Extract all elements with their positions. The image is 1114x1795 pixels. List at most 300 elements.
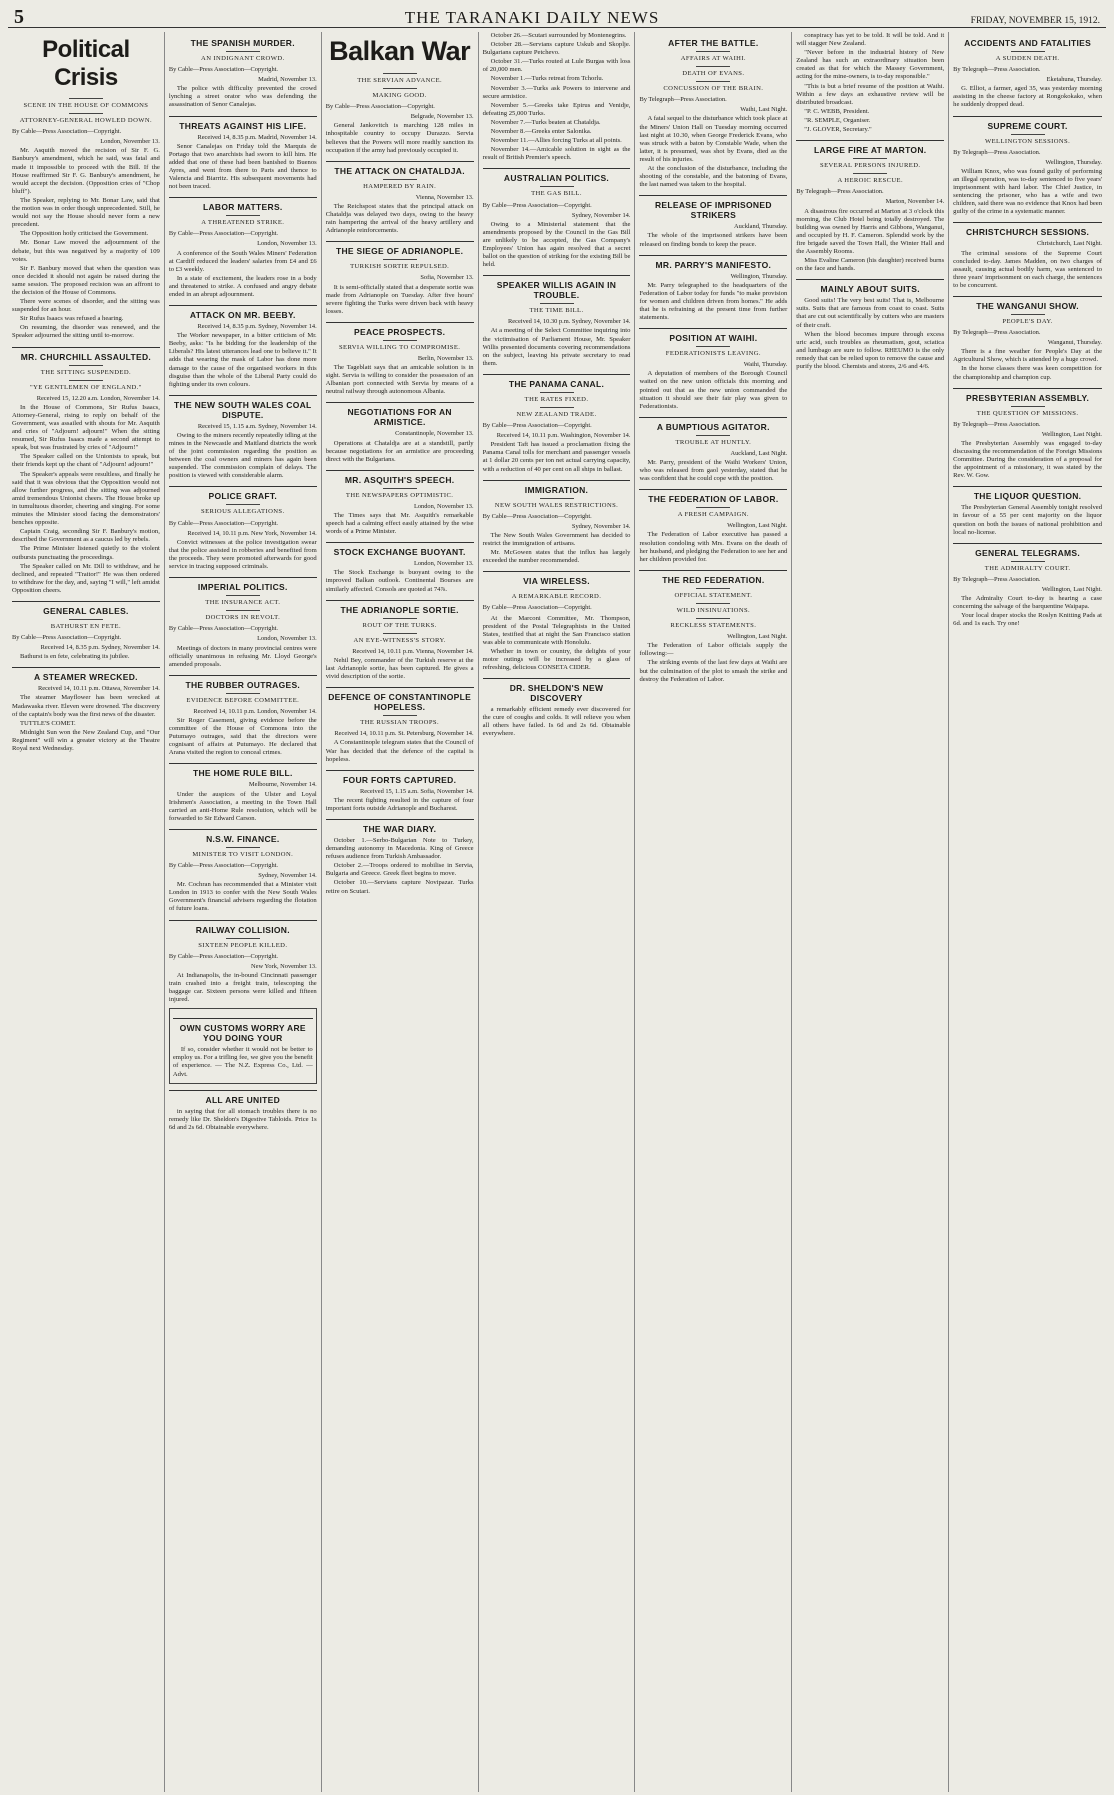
sub-headline: A SUDDEN DEATH.: [995, 55, 1060, 62]
article-headline: MR. PARRY'S MANIFESTO.: [639, 255, 787, 270]
rule-divider: [383, 88, 417, 89]
article-body: [483, 441, 631, 473]
rule-divider: [69, 619, 103, 620]
paragraph: Bathurst is en fete, celebrating its jubilee.: [20, 653, 130, 661]
article-headline: DR. SHELDON'S NEW DISCOVERY: [483, 678, 631, 703]
article-body: [953, 168, 1102, 217]
paragraph: On resuming, the disorder was renewed, and the Speaker adjourned the sitting until to-morrow.: [12, 324, 160, 340]
sub-headline: SERVIA WILLING TO COMPROMISE.: [338, 343, 461, 351]
rule-divider: [383, 340, 417, 341]
paragraph: October 31.—Turks routed at Lule Burgas with loss of 20,000 men.: [482, 58, 631, 74]
article-body: [169, 881, 317, 913]
article-headline: SUPREME COURT.: [953, 116, 1102, 131]
dateline: London, November 13.: [413, 560, 474, 568]
paragraph: November 1.—Turks retreat from Tchorlu.: [490, 75, 604, 83]
article-headline: GENERAL TELEGRAMS.: [953, 543, 1102, 558]
article-headline: THE SPANISH MURDER.: [190, 38, 295, 48]
article: [169, 1090, 317, 1132]
paragraph: President Taft has issued a proclamation fixing the Panama Canal tolls for merchant and passenger vessels at 1 dollar 20 cents per ton net actual carrying capacity, with a reduction of 40 per cent on all ships in ballast.: [482, 441, 631, 473]
sub-headline: BATHURST EN FETE.: [50, 622, 122, 630]
article: [639, 417, 787, 483]
rule-divider: [696, 507, 730, 508]
rule-divider: [226, 51, 260, 52]
paragraph: October 28.—Servians capture Uskub and Skoplje. Bulgarians capture Petchevo.: [482, 41, 631, 57]
article-headline: NEGOTIATIONS FOR AN ARMISTICE.: [326, 402, 474, 427]
paragraph: The New South Wales Government has decided to restrict the immigration of artisans.: [482, 531, 631, 548]
column-1: [8, 32, 165, 1792]
article-headline: SPEAKER WILLIS AGAIN IN TROUBLE.: [483, 275, 631, 300]
article-headline: N.S.W. FINANCE.: [169, 829, 317, 844]
news-credit: By Cable—Press Association—Copyright.: [168, 862, 279, 869]
rule-divider: [69, 98, 103, 99]
article-body: [953, 504, 1102, 536]
dateline: Melbourne, November 14.: [248, 781, 317, 789]
article-headline: THE LIQUOR QUESTION.: [953, 486, 1102, 501]
paragraph: If so, consider whether it would not be better to employ us. For a trifling fee, we give you the benefit of experience. — The N.Z. Express Co., Ltd. — Advt.: [172, 1046, 313, 1078]
paragraph: The Times says that Mr. Asquith's remarkable speech had a calming effect easily attained by the wise words of a Prime Minister.: [325, 512, 474, 536]
paragraph: Senor Canalejas on Friday told the Marquis de Portago that two anarchists had sworn to kill him. He added that one of these had been banished to Buenos Ayres, and went from there to Paris and thence to Valencia and Biarritz. His subsequent movements had not been traced.: [168, 142, 317, 191]
news-credit: By Cable—Press Association—Copyright.: [482, 512, 592, 520]
article-headline: CHRISTCHURCH SESSIONS.: [953, 222, 1102, 237]
article: [639, 489, 787, 564]
article: [12, 347, 160, 595]
sub-headline: ROUT OF THE TURKS.: [362, 621, 437, 629]
rule-divider: [540, 589, 574, 590]
article: [483, 374, 631, 474]
paper-name: THE TARANAKI DAILY NEWS: [404, 8, 660, 27]
column-4: [479, 32, 636, 1792]
article: [639, 38, 787, 189]
news-credit: By Cable—Press Association—Copyright.: [168, 66, 279, 74]
article-body: [483, 221, 631, 270]
article-headline: THE FEDERATION OF LABOR.: [639, 489, 787, 504]
sub-headline: THE RATES FIXED.: [524, 395, 589, 403]
sub-headline: A HEROIC RESCUE.: [837, 177, 904, 185]
sub-headline: AFFAIRS AT WAIHI.: [680, 55, 746, 62]
paragraph: Mr. Parry, president of the Waihi Workers' Union, who was released from gaol yesterday, stated that he was confident that he could cope with the position.: [639, 459, 788, 483]
paragraph: Whether in town or country, the delights of your motor outings will be increased by a glass of refreshing, delicious CONSETA CIDER.: [482, 647, 631, 672]
paragraph: "P. C. WEBB, President.: [804, 107, 870, 115]
news-credit: By Telegraph—Press Association.: [953, 148, 1041, 156]
news-credit: By Cable—Press Association—Copyright.: [168, 230, 279, 238]
article-body: [326, 797, 474, 813]
article-body: [639, 459, 787, 483]
rule-divider: [69, 380, 103, 381]
paragraph: In the House of Commons, Sir Rufus Isaacs, Attorney-General, rising to reply on behalf of the Government, was assailed with shouts for Mr. Asquith and cries of "Adjourn! adjourn!" When the sitting resumed, Sir Rufus Isaacs made a second attempt to speak, but was frustrated by cries of "Adjourn!": [12, 403, 160, 452]
article-headline: RELEASE OF IMPRISONED STRIKERS: [639, 195, 787, 220]
rule-divider: [696, 81, 730, 82]
article-body: [169, 143, 317, 192]
article: [326, 36, 474, 155]
paragraph: The Federation of Labor officials supply the following:—: [639, 642, 788, 658]
paragraph: "Never before in the industrial history of New Zealand has such an extraordinary situation been created as that for which the Massey Government, acting for the mine-owners, is to-day responsible.": [796, 49, 945, 81]
sub-headline: SCENE IN THE HOUSE OF COMMONS: [23, 102, 149, 109]
article-body: [12, 653, 160, 661]
paragraph: Midnight Sun won the New Zealand Cup, and "Our Regiment" will win a greater victory at the Theatre Royal next Wednesday.: [12, 728, 160, 752]
article: [796, 32, 944, 134]
rule-divider: [696, 603, 730, 604]
paragraph: The police with difficulty prevented the crowd lynching a street orator who was defending the assassination of Senor Canalejas.: [168, 85, 317, 109]
article-body: [169, 1108, 317, 1132]
sub-headline: DOCTORS IN REVOLT.: [205, 614, 281, 622]
article-body: [953, 250, 1102, 290]
paragraph: "R. SEMPLE, Organiser.: [804, 116, 871, 124]
article-headline: LARGE FIRE AT MARTON.: [796, 140, 944, 155]
rule-divider: [69, 365, 103, 366]
article-headline: THE NEW SOUTH WALES COAL DISPUTE.: [169, 395, 317, 420]
advertisement: [169, 1008, 317, 1083]
dateline: Wellington, Thursday.: [730, 272, 788, 280]
article-body: [953, 85, 1102, 109]
article-body: [639, 232, 787, 248]
sub-headline: THE INSURANCE ACT.: [205, 599, 281, 607]
article: [639, 195, 787, 248]
paragraph: Mr. Cochran has recommended that a Minister visit London in 1913 to confer with the New South Wales Government's financial advisers regarding the flotation of future loans.: [168, 881, 317, 913]
dateline: Christchurch, Last Night.: [1037, 240, 1103, 248]
article-body: [12, 404, 160, 595]
article-body: [953, 348, 1102, 381]
paragraph: Under the auspices of the Ulster and Loyal Irishmen's Association, a meeting in the Town Hall carried an anti-Home Rule resolution, which will be forwarded to Sir Edward Carson.: [168, 790, 317, 822]
article: [12, 601, 160, 661]
news-credit: By Cable—Press Association—Copyright.: [482, 201, 592, 209]
rule-divider: [853, 173, 887, 174]
article: [953, 388, 1102, 481]
article-body: [639, 115, 787, 189]
article-headline: POLICE GRAFT.: [169, 486, 317, 501]
masthead: [8, 0, 1106, 28]
paragraph: Sir F. Banbury moved that when the question was once decided it should not again be raised during the same session. The proposed recision was an affront to the decision of the House of Commons.: [12, 264, 160, 296]
sub-headline: OFFICIAL STATEMENT.: [674, 591, 753, 599]
rule-divider: [1011, 134, 1045, 135]
news-credit: By Cable—Press Association—Copyright.: [482, 422, 592, 430]
article: [12, 667, 160, 753]
article-headline: ALL ARE UNITED: [169, 1090, 317, 1105]
article-body: [173, 1046, 313, 1078]
dateline: London, November 13.: [100, 138, 160, 146]
rule-divider: [383, 618, 417, 619]
paragraph: Meetings of doctors in many provincial centres were officially unanimous in refusing Mr. Lloyd George's amended proposals.: [168, 644, 317, 668]
sub-headline: PEOPLE'S DAY.: [1002, 317, 1053, 325]
dateline: New York, November 13.: [251, 962, 317, 970]
article: [326, 687, 474, 763]
paragraph: Owing to a Ministerial statement that the amendments proposed by the Council in the Gas Bill are unlikely to be accepted, the Gas Company's Employees' Union has again resolved that a secret ballot on the question of striking for the existing Bill be held.: [482, 220, 631, 269]
dateline: Received 14, 8.35 p.m. Sydney, November 14.: [40, 644, 160, 652]
sub-headline: "YE GENTLEMEN OF ENGLAND.": [30, 383, 142, 391]
article: [169, 763, 317, 822]
paragraph: The Reichspost states that the principal attack on Chataldja was delayed two days, owing to the heavy rain hampering the arrival of the heavy artillery and Adrianople reinforcements.: [325, 202, 474, 235]
article: [169, 395, 317, 481]
dateline: Sofia, November 13.: [420, 274, 474, 282]
column-3: [322, 32, 479, 1792]
rule-divider: [853, 158, 887, 159]
paragraph: The Opposition hotly criticised the Government.: [20, 230, 149, 238]
sub-headline: A REMARKABLE RECORD.: [511, 593, 602, 601]
rule-divider: [696, 66, 730, 67]
paragraph: October 2.—Troops ordered to mobilise in Servia, Bulgaria and Greece. Greek fleet begins to move.: [325, 862, 474, 878]
sub-headline: AN EYE-WITNESS'S STORY.: [353, 636, 446, 644]
paragraph: The criminal sessions of the Supreme Court concluded to-day. James Madden, on two charges of assault, causing actual bodily harm, was sentenced to three years' imprisonment on each charge, the sentences to be concurrent.: [953, 249, 1103, 289]
column-7: [949, 32, 1106, 1792]
article: [326, 600, 474, 682]
article-body: [169, 645, 317, 669]
paragraph: A disastrous fire occurred at Marton at 3 o'clock this morning, the Club Hotel being totally destroyed. The building was owned by Harris and Gibbons, Wanganui, and occupied by H. F. Cameron. Splendid work by the fire brigade saved the Town Hall, the Winter Hall and the Assembly Rooms.: [796, 207, 945, 255]
rule-divider: [1011, 406, 1045, 407]
article-headline: A STEAMER WRECKED.: [12, 667, 160, 682]
news-credit: By Cable—Press Association—Copyright.: [12, 128, 122, 136]
article: [483, 275, 631, 368]
dateline: Vienna, November 13.: [415, 193, 474, 201]
rule-divider: [1011, 51, 1045, 52]
dateline: Sydney, November 14.: [258, 872, 317, 880]
article: [796, 279, 944, 371]
sub-headline: WELLINGTON SESSIONS.: [985, 137, 1071, 145]
paragraph: November 8.—Greeks enter Salonika.: [490, 128, 592, 136]
sub-headline: FEDERATIONISTS LEAVING.: [665, 350, 761, 358]
paragraph: The Speaker called on the Unionists to speak, but their friends kept up the chant of "Adjourn! adjourn!": [12, 453, 160, 469]
article: [326, 770, 474, 813]
paragraph: Miss Evaline Cameron (his daughter) received burns on the face and hands.: [796, 257, 945, 273]
paragraph: a remarkably efficient remedy ever discovered for the cure of coughs and colds. It will relieve you when all others have failed. Is 6d and 2s 6d. Obtainable everywhere.: [482, 706, 631, 738]
paragraph: There is a fine weather for People's Day at the Agricultural Show, which is attended by a huge crowd.: [953, 348, 1103, 364]
paragraph: The Admiralty Court to-day is hearing a case concerning the salvage of the barquentine Waipapa.: [953, 595, 1103, 611]
article-headline: A BUMPTIOUS AGITATOR.: [639, 417, 787, 432]
news-credit: By Cable—Press Association—Copyright.: [168, 952, 279, 960]
article: [326, 542, 474, 593]
article-body: [169, 432, 317, 481]
rule-divider: [540, 392, 574, 393]
rule-divider: [383, 633, 417, 634]
article-body: [169, 791, 317, 823]
article: [639, 328, 787, 411]
dateline: Received 14, 10.30 p.m. Sydney, November 14.: [508, 318, 631, 326]
sub-headline: RECKLESS STATEMENTS.: [670, 622, 757, 630]
paragraph: Mr. McGowen states that the influx has largely exceeded the number recommended.: [482, 549, 631, 565]
sub-headline: THE RUSSIAN TROOPS.: [360, 719, 440, 727]
sub-headline: SEVERAL PERSONS INJURED.: [820, 162, 921, 170]
sub-headline: MAKING GOOD.: [372, 92, 427, 100]
paragraph: The Prime Minister listened quietly to the violent outbursts punctuating the proceedings.: [12, 545, 160, 561]
rule-divider: [696, 588, 730, 589]
paragraph: November 7.—Turks beaten at Chataldja.: [490, 118, 601, 126]
sub-headline: TURKISH SORTIE REPULSED.: [350, 263, 450, 271]
paragraph: In a state of excitement, the leaders rose in a body and threatened to strike. A confused and angry debate ended in an abrupt adjournment.: [168, 274, 317, 298]
dateline: Wellington, Thursday.: [1045, 158, 1103, 166]
rule-divider: [383, 488, 417, 489]
sub-headline: AN INDIGNANT CROWD.: [201, 55, 285, 62]
dateline: Received 14, 10.11 p.m. St. Petersburg, November 14.: [334, 730, 474, 738]
article: [483, 480, 631, 566]
article: [953, 116, 1102, 217]
article-body: [639, 282, 787, 322]
article: [169, 577, 317, 669]
news-credit: By Telegraph—Press Association.: [796, 188, 884, 196]
paragraph: October 26.—Scutari surrounded by Montenegrins.: [490, 32, 627, 39]
dateline: Received 14, 10.11 p.m. New York, November 14.: [187, 529, 317, 537]
article-body: [326, 837, 474, 896]
paragraph: November 11.—Allies forcing Turks at all points.: [490, 137, 622, 145]
page-number: 5: [14, 6, 24, 28]
article-body: [12, 147, 160, 340]
paragraph: A deputation of members of the Borough Council waited on the new union officials this morning and pointed out that as the new union commanded the situation it should see their fair play was given to Federationists.: [639, 370, 788, 410]
dateline: Wellington, Last Night.: [727, 522, 788, 530]
article-body: [483, 615, 631, 673]
rule-divider: [696, 435, 730, 436]
paragraph: Operations at Chataldja are at a standstill, partly because negotiations for an armistice are proceeding direct with the Bulgarians.: [325, 439, 474, 463]
dateline: Received 14, 8.35 p.m. Sydney, November 14.: [197, 323, 317, 331]
rule-divider: [226, 610, 260, 611]
article-headline: STOCK EXCHANGE BUOYANT.: [326, 542, 474, 557]
paragraph: conspiracy has yet to be told. It will be told. And it will stagger New Zealand.: [796, 32, 945, 48]
news-credit: By Telegraph—Press Association.: [639, 96, 727, 104]
dateline: Received 14, 10.11 p.m. London, November 14.: [193, 707, 317, 715]
article-headline: VIA WIRELESS.: [483, 571, 631, 586]
dateline: Received 15, 1.15 a.m. Sydney, November 14.: [197, 422, 317, 430]
article: [326, 241, 474, 316]
dateline: Received 14, 10.11 p.m. Vienna, November 14.: [352, 647, 474, 655]
paragraph: Sir Rufus Isaacs was refused a hearing.: [20, 315, 124, 323]
paragraph: TUTTLE'S COMET.: [20, 719, 76, 727]
article-body: [326, 440, 474, 464]
dateline: Madrid, November 13.: [258, 76, 317, 84]
article-body: [796, 32, 944, 134]
rule-divider: [696, 51, 730, 52]
paragraph: When the blood becomes impure through excess uric acid, such troubles as rheumatism, gout, sciatica and lumbago are sure to follow. RHEUMO is the only remedy that can be relied upon to remove the cause and purify the blood. Chemists and stores, 2/6 and 4/6.: [796, 330, 945, 370]
rule-divider: [383, 259, 417, 260]
article: [169, 38, 317, 110]
rule-divider: [226, 847, 260, 848]
sub-headline: WILD INSINUATIONS.: [676, 606, 751, 614]
article-body: [326, 739, 474, 763]
paragraph: The recent fighting resulted in the capture of four important forts outside Adrianople and Bucharest.: [325, 796, 474, 812]
paragraph: Nehil Bey, commander of the Turkish reserve at the last Adrianople sortie, has been captured. He gives a vivid description of the sortie.: [325, 656, 474, 681]
dateline: Wellington, Last Night.: [727, 633, 788, 641]
article-headline: THE ADRIANOPLE SORTIE.: [326, 600, 474, 615]
paragraph: October 10.—Servians capture Novipazar. Turks retire on Scutari.: [325, 879, 474, 895]
paragraph: "J. GLOVER, Secretary.": [804, 126, 872, 134]
paragraph: The striking events of the last few days at Waihi are but the culmination of the plot to smash the strike and destroy the Federation of Labor.: [639, 659, 788, 683]
dateline: Wanganui, Thursday.: [1047, 339, 1103, 347]
rule-divider: [226, 215, 260, 216]
article: [326, 402, 474, 463]
article-body: [639, 370, 787, 410]
article-body: [326, 364, 474, 396]
article-headline: DEFENCE OF CONSTANTINOPLE HOPELESS.: [326, 687, 474, 712]
article-headline: LABOR MATTERS.: [169, 197, 317, 212]
article: [483, 168, 631, 269]
sub-headline: NEW ZEALAND TRADE.: [516, 411, 597, 418]
news-credit: By Cable—Press Association—Copyright.: [325, 103, 435, 111]
article-body: [169, 250, 317, 300]
rule-divider: [383, 73, 417, 74]
article: [639, 255, 787, 323]
article: [483, 32, 631, 162]
article: [326, 161, 474, 236]
article: [953, 222, 1102, 290]
news-credit: By Cable—Press Association—Copyright.: [168, 625, 279, 633]
rule-divider: [696, 346, 730, 347]
dateline: Waihi, Last Night.: [740, 106, 788, 114]
paragraph: October 1.—Serbo-Bulgarian Note to Turkey, demanding autonomy in Macedonia. King of Greece refuses audience from Turkish Ambassador.: [325, 836, 474, 861]
paragraph: Good suits! The very best suits! That is, Melbourne suits. Suits that are famous from coast to coast. Suits that are cut out scientifically by cutters who are masters of their craft.: [796, 297, 945, 329]
article-headline: GENERAL CABLES.: [12, 601, 160, 616]
dateline: London, November 13.: [257, 240, 317, 248]
sub-headline: THE QUESTION OF MISSIONS.: [976, 409, 1079, 417]
paragraph: There were scenes of disorder, and the sitting was suspended for an hour.: [12, 298, 160, 314]
article: [953, 486, 1102, 536]
article: [326, 322, 474, 397]
news-credit: By Telegraph—Press Association.: [953, 66, 1041, 74]
paragraph: Mr. Asquith moved the recision of Sir F. G. Banbury's amendment, which he said, was fatal and made it impossible to proceed with the Bill. If the House reaffirmed Sir F. G. Banbury's amendment, he would accept the decision. (Opposition cries of "Chop bluff").: [12, 147, 160, 195]
article-body: [326, 203, 474, 235]
article-headline: THE HOME RULE BILL.: [169, 763, 317, 778]
paragraph: "This is but a brief resume of the position at Waihi. Within a few days an exhaustive review will be distributed broadcast.: [796, 82, 945, 106]
paragraph: G. Elliot, a farmer, aged 35, was yesterday morning assisting in the cheese factory at Rongokokako, when he suddenly dropped dead.: [953, 85, 1103, 109]
dateline: London, November 13.: [413, 502, 474, 510]
dateline: London, November 13.: [257, 635, 317, 643]
paragraph: At Indianapolis, the in-bound Cincinnati passenger train crashed into a freight train, telescoping the baggage car. Sixteen persons were killed and fifteen injured.: [168, 971, 317, 1004]
article-headline: IMMIGRATION.: [483, 480, 631, 495]
paragraph: At the Marconi Committee, Mr. Thompson, president of the Postal Telegraphists in the United States, testified that at night the San Francisco station was able to communicate with Honolulu.: [482, 614, 631, 646]
rule-divider: [540, 186, 574, 187]
article: [12, 36, 160, 341]
dateline: Berlin, November 13.: [417, 354, 474, 362]
article: [326, 470, 474, 536]
article-headline: RAILWAY COLLISION.: [169, 920, 317, 935]
article-body: [326, 569, 474, 593]
rule-divider: [226, 938, 260, 939]
sub-headline: MINISTER TO VISIT LONDON.: [192, 850, 294, 858]
rule-divider: [696, 618, 730, 619]
article-headline: FOUR FORTS CAPTURED.: [326, 770, 474, 785]
paragraph: In the horse classes there was keen competition for the championship and champion cup.: [953, 365, 1103, 381]
rule-divider: [383, 179, 417, 180]
column-2: [165, 32, 322, 1792]
paragraph: It is semi-officially stated that a desperate sortie was made from Adrianople on Tuesday. After five hours' severe fighting the Turks were driven back with heavy losses.: [325, 283, 474, 315]
article: [169, 829, 317, 914]
paragraph: A Constantinople telegram states that the Council of War has decided that the defence of the capital is hopeless.: [325, 739, 474, 763]
issue-date: FRIDAY, NOVEMBER 15, 1912.: [970, 16, 1100, 26]
article-headline: THE PANAMA CANAL.: [483, 374, 631, 389]
column-container: [8, 28, 1106, 1792]
article-body: [953, 595, 1102, 628]
article-headline: THE WAR DIARY.: [326, 819, 474, 834]
article-headline: PRESBYTERIAN ASSEMBLY.: [953, 388, 1102, 403]
rule-divider: [540, 303, 574, 304]
article-body: [483, 327, 631, 367]
article-headline: MR. ASQUITH'S SPEECH.: [326, 470, 474, 485]
paragraph: The steamer Mayflower has been wrecked at Madawaska river. Eleven were drowned. The discovery of the captain's body was the first news of the disaster.: [12, 694, 160, 718]
article-headline: POSITION AT WAIHI.: [639, 328, 787, 343]
article-body: [12, 694, 160, 753]
paragraph: The Speaker, replying to Mr. Bonar Law, said that the motion was in order though unprecedented. Still, he would not say the House should never form a new precedent.: [12, 196, 160, 229]
dateline: Wellington, Last Night.: [1041, 430, 1103, 438]
paragraph: A conference of the South Wales Miners' Federation at Cardiff reduced the leaders' salaries from £4 and £6 to £3 weekly.: [168, 249, 317, 273]
paragraph: The Presbyterian Assembly was engaged to-day discussing the recommendation of the Foreign Missions Committee. During the consideration of a proposal for the appointment of a missionary, it was stated by the Rev. W. Gow.: [953, 439, 1103, 480]
sub-headline: THE SITTING SUSPENDED.: [40, 368, 132, 376]
paragraph: The Tageblatt says that an amicable solution is in sight. Servia is willing to consider the possession of an Albanian port connected with Servia by means of a neutral railway through autonomous Albania.: [325, 364, 474, 396]
sub-headline: EVIDENCE BEFORE COMMITTEE.: [186, 696, 300, 704]
article-headline: PEACE PROSPECTS.: [326, 322, 474, 337]
article: [169, 920, 317, 1005]
sub-headline: SERIOUS ALLEGATIONS.: [201, 508, 285, 516]
sub-headline: THE SERVIAN ADVANCE.: [357, 77, 443, 84]
dateline: Constantinople, November 13.: [395, 430, 474, 438]
article: [953, 543, 1102, 629]
paragraph: At a meeting of the Select Committee inquiring into the victimisation of Parliament House, Mr. Speaker Willis presented documents covering recommendations on the subject, leaving his private secretary to read them.: [482, 327, 631, 367]
article-body: [953, 440, 1102, 480]
paragraph: Sir Roger Casement, giving evidence before the committee of the House of Commons into the Putumayo outrages, said that the directors were cognisant of affairs at Putumayo. He declared that Arana visited the region to conceal crimes.: [168, 716, 317, 757]
paragraph: The Speaker called on Mr. Dill to withdraw, and he declined, and repeated "Traitor!" He was then ordered to withdraw for the day, and, saying "I will," left amidst Opposition cheers.: [12, 562, 160, 594]
